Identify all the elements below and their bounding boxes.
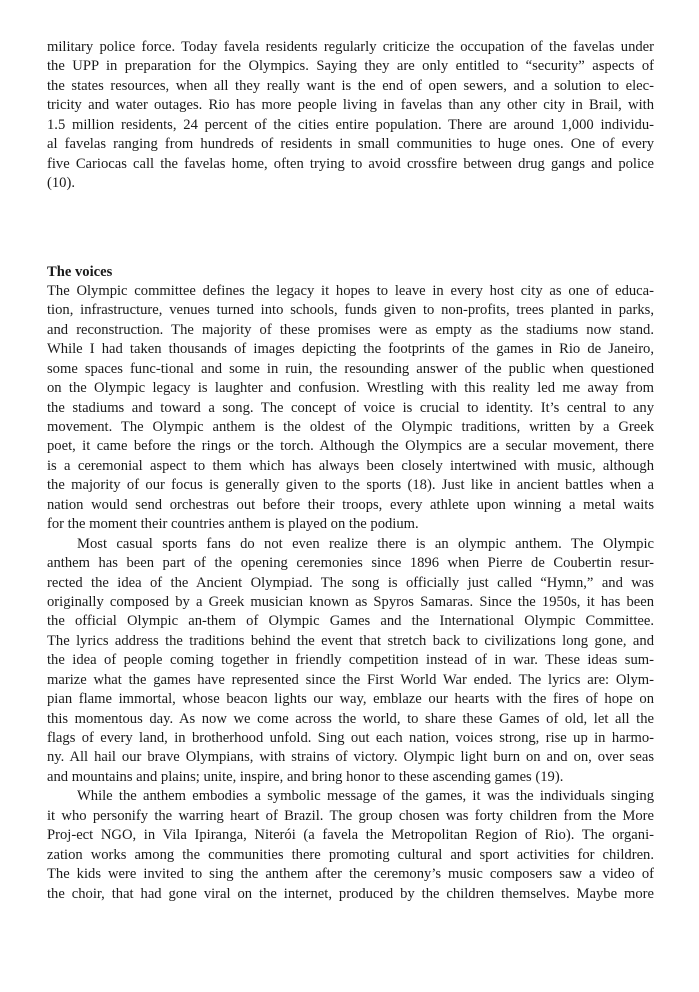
text-line: 1.5 million residents, 24 percent of the cities entire population. There are around 1,000 individu- bbox=[47, 116, 654, 133]
text-line: on the Olympic legacy is laughter and confusion. Wrestling with this reality led me away from bbox=[47, 380, 654, 397]
text-line: ny. All hail our brave Olympians, with strains of victory. Olympic light burn on and on, over seas bbox=[47, 749, 654, 766]
text-line: originally composed by a Greek musician known as Spyros Samaras. Since the 1950s, it has been bbox=[47, 593, 654, 610]
text-line: and reconstruction. The majority of these promises were as empty as the stadiums now stand. bbox=[47, 321, 654, 338]
text-line: (10). bbox=[47, 175, 75, 192]
text-line: tricity and water outages. Rio has more people living in favelas than any other city in Brail, with bbox=[47, 97, 654, 114]
text-line: pian flame immortal, whose beacon lights our way, emblaze our hearts with the fires of hope on bbox=[47, 691, 654, 708]
section-heading: The voices bbox=[47, 263, 113, 280]
text-line: the UPP in preparation for the Olympics. Saying they are only entitled to “security” aspects of bbox=[47, 58, 654, 75]
text-line: flags of every land, in brotherhood unfold. Sing out each nation, voices strong, rise up in harmo- bbox=[47, 730, 654, 746]
intro-paragraph bbox=[47, 38, 654, 194]
text-line: five Cariocas call the favelas home, often trying to avoid crossfire between drug gangs and police bbox=[47, 155, 654, 172]
text-line: While the anthem embodies a symbolic message of the games, it was the individuals singing bbox=[77, 788, 654, 805]
text-line: Most casual sports fans do not even realize there is an olympic anthem. The Olympic bbox=[77, 535, 654, 552]
text-line: it who personify the warring heart of Brazil. The group chosen was forty children from the More bbox=[47, 807, 654, 824]
text-line: rected the idea of the Ancient Olympiad. The song is officially just called “Hymn,” and was bbox=[47, 574, 654, 591]
paragraph-2 bbox=[47, 535, 654, 788]
text-line: the idea of people coming together in friendly competition instead of in war. These ideas sum- bbox=[47, 652, 654, 669]
text-line: The kids were invited to sing the anthem after the ceremony’s music composers saw a video of bbox=[47, 866, 654, 883]
text-line: the states resources, when all they really want is the end of open sewers, and a solution to elec- bbox=[47, 77, 654, 94]
text-line: marize what the games have represented since the First World War ended. The lyrics are: Olym- bbox=[47, 671, 654, 688]
text-line: While I had taken thousands of images depicting the footprints of the games in Rio de Janeiro, bbox=[47, 341, 654, 358]
text-line: tion, infrastructure, venues turned into schools, funds given to non-profits, trees planted in parks, bbox=[47, 302, 654, 319]
text-line: zation works among the communities there promoting cultural and sport activities for children. bbox=[47, 846, 654, 863]
text-line: for the moment their countries anthem is played on the podium. bbox=[47, 516, 419, 533]
section-spacer bbox=[47, 194, 654, 263]
document-page bbox=[47, 38, 654, 904]
text-line: The Olympic committee defines the legacy it hopes to leave in every host city as one of educa- bbox=[47, 282, 654, 299]
text-line: al favelas ranging from hundreds of residents in small communities to huge ones. One of every bbox=[47, 136, 654, 153]
text-line: The lyrics address the traditions behind the event that stretch back to civilizations long gone, and bbox=[47, 632, 654, 649]
text-line: this momentous day. As now we come across the world, to share these Games of old, let all the bbox=[47, 710, 654, 727]
text-line: poet, it came before the rings or the torch. Although the Olympics are a secular movement, there bbox=[47, 438, 654, 455]
text-line: military police force. Today favela residents regularly criticize the occupation of the favelas under bbox=[47, 39, 654, 55]
text-line: and mountains and plains; unite, inspire, and bring honor to these ascending games (19). bbox=[47, 768, 564, 785]
text-line: movement. The Olympic anthem is the oldest of the Olympic traditions, written by a Greek bbox=[47, 419, 654, 435]
text-line: Proj-ect NGO, in Vila Ipiranga, Niterói (a favela the Metropolitan Region of Rio). The organi- bbox=[47, 827, 654, 844]
text-line: the majority of our focus is generally given to the sports (18). Just like in ancient battles when a bbox=[47, 477, 654, 494]
text-line: the choir, that had gone viral on the internet, produced by the children themselves. Maybe more bbox=[47, 885, 654, 902]
paragraph-1 bbox=[47, 282, 654, 535]
text-line: nation would send orchestras out before their troops, every athlete upon winning a metal waits bbox=[47, 496, 654, 513]
text-line: the official Olympic an-them of Olympic Games and the International Olympic Committee. bbox=[47, 613, 654, 630]
text-line: anthem has been part of the opening ceremonies since 1896 when Pierre de Coubertin resur- bbox=[47, 555, 654, 572]
text-line: some spaces func-tional and some in ruin, the resounding answer of the public when questioned bbox=[47, 360, 654, 377]
text-line: the stadiums and toward a song. The concept of voice is crucial to identity. It’s central to any bbox=[47, 399, 654, 416]
paragraph-3 bbox=[47, 787, 654, 904]
text-line: is a ceremonial aspect to them which has always been closely intertwined with music, although bbox=[47, 457, 654, 474]
section-the-voices bbox=[47, 263, 654, 904]
